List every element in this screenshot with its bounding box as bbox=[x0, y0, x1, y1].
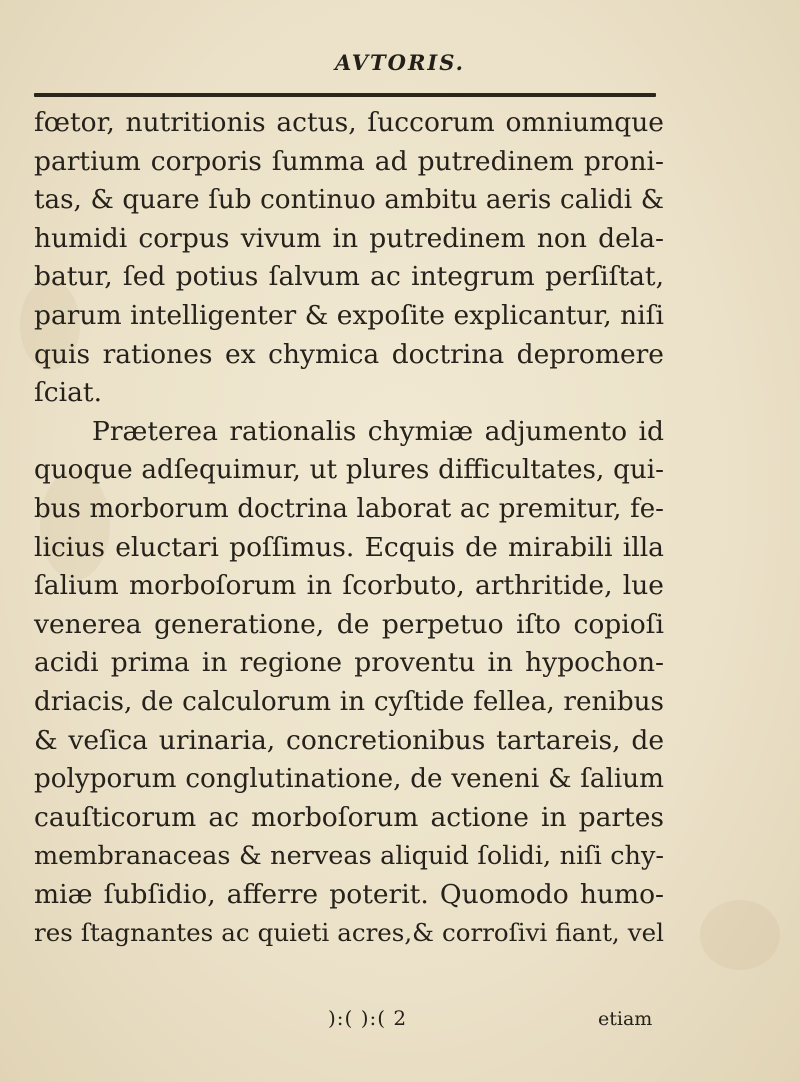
text-line: parum intelligenter & expoſite explicantur, niſi bbox=[34, 299, 664, 331]
header-rule bbox=[34, 93, 656, 97]
signature-mark: ):( ):( 2 bbox=[328, 1006, 408, 1030]
paragraph-2 bbox=[34, 413, 664, 953]
text-line: fœtor, nutritionis actus, ſuccorum omniumque bbox=[34, 107, 664, 138]
text-line: res ſtagnantes ac quieti acres,& corroſivi fiant, vel bbox=[34, 918, 664, 948]
text-line: licius eluctari poſſimus. Ecquis de mirabili illa bbox=[34, 531, 664, 563]
text-line: membranaceas & nerveas aliquid ſolidi, niſi chy- bbox=[34, 841, 664, 872]
text-line: driacis, de calculorum in cyſtide fellea, renibus bbox=[34, 686, 664, 717]
text-line: cauſticorum ac morboſorum actione in partes bbox=[34, 801, 664, 833]
text-line: quis rationes ex chymica doctrina depromere bbox=[34, 338, 664, 370]
text-line: polyporum conglutinatione, de veneni & ſalium bbox=[34, 764, 664, 795]
text-line: bus morborum doctrina laborat ac premitur, fe- bbox=[34, 493, 664, 524]
paragraph-1 bbox=[34, 104, 664, 413]
text-line: humidi corpus vivum in putredinem non dela- bbox=[34, 222, 664, 254]
text-line: Præterea rationalis chymiæ adjumento id bbox=[92, 415, 664, 447]
running-head: AVTORIS. bbox=[335, 50, 465, 75]
paper-stain bbox=[700, 900, 780, 970]
text-line: venerea generatione, de perpetuo iſto copioſi bbox=[34, 608, 664, 640]
text-line: tas, & quare ſub continuo ambitu aeris calidi & bbox=[34, 185, 664, 216]
text-line: quoque adſequimur, ut plures difficultates, qui- bbox=[34, 455, 664, 486]
text-line: ſciat. bbox=[34, 377, 102, 409]
text-line: ſalium morboſorum in ſcorbuto, arthritide, lue bbox=[34, 570, 664, 602]
text-line: partium corporis ſumma ad putredinem proni- bbox=[34, 145, 664, 177]
text-line: acidi prima in regione proventu in hypochon- bbox=[34, 647, 664, 679]
catchword: etiam bbox=[598, 1008, 653, 1030]
text-line: & veſica urinaria, concretionibus tartareis, de bbox=[34, 724, 664, 756]
text-line: batur, ſed potius ſalvum ac integrum perſiſtat, bbox=[34, 261, 664, 293]
text-line: miæ ſubſidio, afferre poterit. Quomodo humo- bbox=[34, 878, 664, 910]
body-text bbox=[34, 104, 664, 953]
